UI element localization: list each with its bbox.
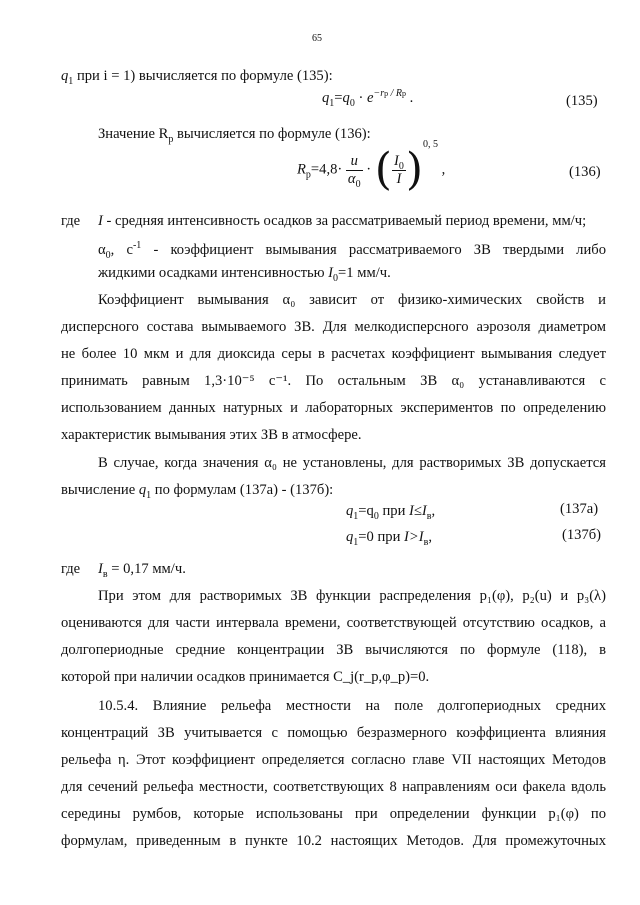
formula-136-number: (136): [569, 164, 601, 180]
def-intensity: I - средняя интенсивность осадков за рассматриваемый период времени, мм/ч;: [98, 213, 587, 229]
p2-line-2: вычисление $q_1$ по формулам (137а) - (137б):: [61, 482, 334, 501]
p1-line-5: использованием данных натурных и лабораторных экспериментов по определению: [61, 400, 606, 416]
formula-136: $R_р=4,8\cdot$ $\frac{u}{\alpha_0}$ · ( $\frac{I_0}{I}$ )$^{0, 5}$ ,: [297, 139, 446, 195]
p4-line-4: для сечений рельефа местности, соответствующих 8 направлениям оси факела вдоль: [61, 779, 606, 795]
intro-line: $q_1$ при i = 1) вычисляется по формуле (135):: [61, 68, 333, 87]
iv-def: $I_в = 0,17$ мм/ч.: [98, 561, 186, 580]
p3-line-3: долгопериодные средние концентрации ЗВ вычисляются по формуле (118), в: [61, 642, 606, 658]
p1-line-4: принимать равным 1,3·10⁻⁵ с⁻¹. По остальным ЗВ α₀ устанавливаются с: [61, 373, 606, 389]
p3-line-1: При этом для растворимых ЗВ функции распределения p₁(φ), p₂(u) и p₃(λ): [98, 588, 606, 604]
formula-137a-number: (137а): [560, 501, 599, 517]
p1-line-1: Коэффициент вымывания α₀ зависит от физико-химических свойств и: [98, 292, 606, 308]
p1-line-6: характеристик вымывания этих ЗВ в атмосфере.: [61, 427, 362, 443]
p1-line-3: не более 10 мкм и для диоксида серы в расчетах коэффициент вымывания следует: [61, 346, 606, 362]
p4-line-2: концентраций ЗВ учитывается с помощью безразмерного коэффициента влияния: [61, 725, 606, 741]
page-number: 65: [312, 33, 322, 44]
def-alpha: $\alpha_0$, $с^{-1}$ - коэффициент вымывания рассматриваемого ЗВ твердыми либо: [98, 240, 606, 261]
formula-135-number: (135): [566, 93, 598, 109]
formula-137b-number: (137б): [562, 527, 602, 543]
where-label-2: где: [61, 561, 81, 577]
formula-137b: $q_1=0$ при $I>I_в$,: [346, 529, 433, 548]
rp-line: Значение $R_р$ вычисляется по формуле (136):: [98, 126, 371, 145]
def-alpha-cont: жидкими осадками интенсивностью $I_0=1$ мм/ч.: [98, 265, 391, 284]
p3-line-2: оцениваются для части интервала времени, соответствующей отсутствию осадков, а: [61, 615, 606, 631]
p4-line-5: середины румбов, которые использованы при определении функции p₁(φ) по: [61, 806, 606, 822]
p4-line-6: формулам, приведенным в пункте 10.2 настоящих Методов. Для промежуточных: [61, 833, 606, 849]
p4-line-3: рельефа η. Этот коэффициент определяется согласно главе VII настоящих Методов: [61, 752, 606, 768]
p4-line-1: 10.5.4. Влияние рельефа местности на поле долгопериодных средних: [98, 698, 606, 714]
where-label: где: [61, 213, 81, 229]
formula-135: $q_1=q_0 \cdot e^{-rр / Rр}$ .: [322, 88, 414, 109]
formula-137a: $q_1=q_0$ при $I\le I_в$,: [346, 503, 436, 522]
p1-line-2: дисперсного состава вымываемого ЗВ. Для мелкодисперсного аэрозоля диаметром: [61, 319, 606, 335]
p3-line-4: которой при наличии осадков принимается C_j(r_р,φ_р)=0.: [61, 669, 430, 685]
p2-line-1: В случае, когда значения α₀ не установлены, для растворимых ЗВ допускается: [98, 455, 606, 471]
